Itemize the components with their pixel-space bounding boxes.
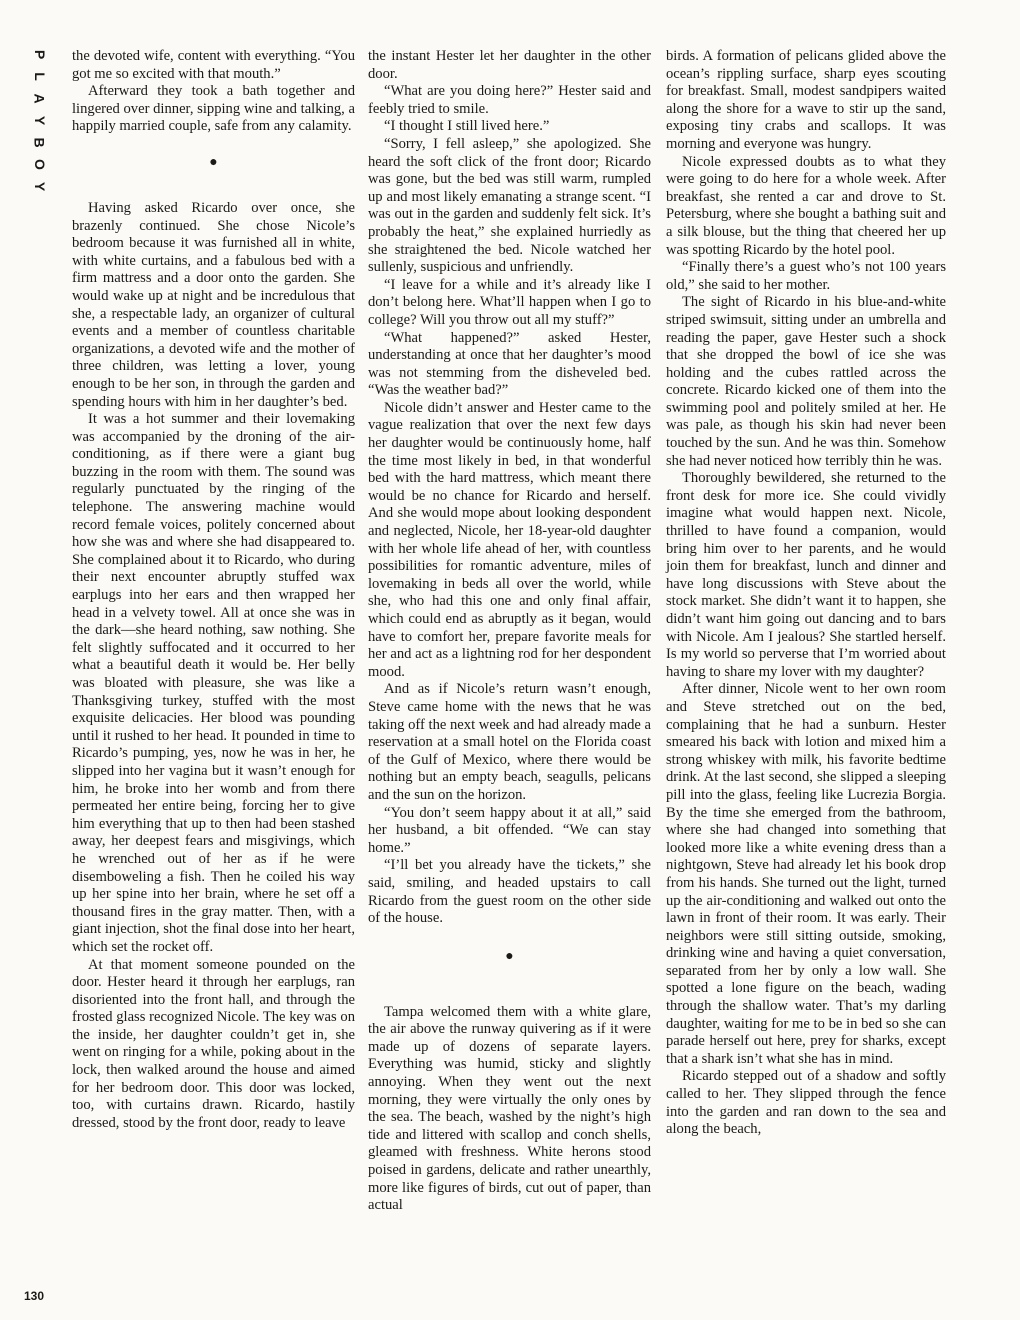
- magazine-letter: Y: [32, 181, 48, 193]
- text-column-1: [72, 48, 355, 1132]
- paragraph: After dinner, Nicole went to her own room and Steve stretched out on the bed, complaining that he had a sunburn. Hester smeared his back with lotion and mixed him a strong whiskey with milk, his favorite bedtime drink. At the last second, she slipped a sleeping pill into the glass, feeling like Lucrezia Borgia. By the time she emerged from the bathroom, where she had changed into something that looked more like a white evening dress than a nightgown, Steve had already let his book drop from his hands. She turned out the light, turned up the air-conditioning and walked out onto the lawn in front of their room. It was early. Their neighbors were still sitting outside, smoking, drinking wine and having a quiet conversation, separated from her by only a low wall. She spotted a lone figure on the beach, wading through the shallow water. That’s my darling daughter, waiting for me to be in bed so she can parade herself out here, prey for sharks, except that a shark isn’t what she has in mind.: [666, 681, 946, 1067]
- page-number: 130: [24, 1289, 45, 1303]
- magazine-letter: P: [32, 49, 48, 61]
- section-separator: ●: [505, 948, 514, 964]
- paragraph: birds. A formation of pelicans glided above the ocean’s rippling surface, sharp eyes scouting for breakfast. Small, modest sandpipers waited along the shore for a wave to stir up the sand, exposing tiny crabs and scallops. It was morning and everyone was hungry.: [666, 48, 946, 152]
- section-separator: ●: [209, 154, 218, 170]
- magazine-name-vertical: [30, 44, 50, 198]
- paragraph: the devoted wife, content with everything. “You got me so excited with that mouth.”: [72, 48, 355, 82]
- magazine-letter: B: [32, 137, 48, 149]
- paragraph: Thoroughly bewildered, she returned to the front desk for more ice. She could vividly imagine what would happen next. Nicole, thrilled to have found a companion, would bring him over to her parents, and he would join them for breakfast, lunch and dinner and have long discussions with Steve about the stock market. She didn’t want it to happen, she didn’t want him going out dancing and to bars with Nicole. Am I jealous? She startled herself. Is my world so perverse that I’m worried about having to share my lover with my daughter?: [666, 470, 946, 680]
- paragraph: “What happened?” asked Hester, understanding at once that her daughter’s mood was not stemming from the disheveled bed. “Was the weather bad?”: [368, 329, 651, 399]
- paragraph: And as if Nicole’s return wasn’t enough, Steve came home with the news that he was taking off the next week and had already made a reservation at a small hotel on the Florida coast of the Gulf of Mexico, where there would be nothing but an empty beach, seagulls, pelicans and the sun on the horizon.: [368, 681, 651, 803]
- magazine-letter: L: [32, 72, 48, 82]
- paragraph: “What are you doing here?” Hester said and feebly tried to smile.: [368, 83, 651, 117]
- paragraph: “Finally there’s a guest who’s not 100 years old,” she said to her mother.: [666, 259, 946, 293]
- paragraph: “You don’t seem happy about it at all,” said her husband, a bit offended. “We can stay home.”: [368, 804, 651, 856]
- paragraph: “I’ll bet you already have the tickets,” she said, smiling, and headed upstairs to call Ricardo from the guest room on the other side of the house.: [368, 857, 651, 927]
- paragraph: “Sorry, I fell asleep,” she apologized. She heard the soft click of the front door; Ricardo was gone, but the bed was still warm, rumpled up and most likely emanating a strange scent. “I was out in the garden and suddenly felt sick. It’s probably the heat,” she explained hurriedly as she straightened the bed. Nicole watched her sullenly, suspicious and unfriendly.: [368, 135, 651, 276]
- paragraph: Nicole didn’t answer and Hester came to the vague realization that over the next few days her daughter would be continuously home, half the time most likely in bed, in that wonderful bed with the hard mattress, which meant there would be no chance for Ricardo and herself. And she would mope about looking despondent and neglected, Nicole, her 18-year-old daughter with her whole life ahead of her, with countless possibilities for romantic adventure, miles of lovemaking in beds all over the world, while she, who had this one and only final affair, which could end as abruptly as it began, would have to comfort her, prepare favorite meals for her and act as a lightning rod for her despondent mood.: [368, 399, 651, 680]
- paragraph: “I thought I still lived here.”: [384, 118, 550, 135]
- paragraph: “I leave for a while and it’s already like I don’t belong here. What’ll happen when I go to college? Will you throw out all my stuff?”: [368, 276, 651, 328]
- paragraph: Nicole expressed doubts as to what they were going to do here for a whole week. After breakfast, she rented a car and drove to St. Petersburg, where she bought a bathing suit and a silk blouse, but the thing that cheered her up was spotting Ricardo by the hotel pool.: [666, 153, 946, 258]
- paragraph: It was a hot summer and their lovemaking was accompanied by the droning of the air-conditioning, as if there were a giant bug buzzing in the room with them. The sound was regularly punctuated by the ringing of the telephone. The answering machine would record female voices, politely concerned about how she was and where she had disappeared to. She complained about it to Ricardo, who during their next encounter abruptly stuffed wax earplugs into her ears and then wrapped her head in a velvety towel. All at once she was in the dark—she heard nothing, saw nothing. She felt slightly suffocated and it occurred to her what a beautiful death it would be. Her belly was bloated with pleasure, she was like a Thanksgiving turkey, stuffed with the most exquisite delicacies. Her blood was pounding until it rushed to her head. It pounded in time to Ricardo’s pumping, yes, now he was in her, he slipped into her vagina but it wasn’t enough for him, he broke into her womb and from there permeated her entire being, forcing her to give him everything that up to then had been stashed away, her deepest fears and misgivings, which he wrenched out of her as if he were disemboweling a fish. Then he coiled his way up her spine into her brain, where he set off a thousand fires in the gray matter. Then, with a giant injection, shot the final dose into her heart, which set the rocket off.: [72, 411, 355, 955]
- magazine-letter: Y: [32, 115, 48, 127]
- paragraph: At that moment someone pounded on the door. Hester heard it through her earplugs, ran disoriented into the front hall, and through the frosted glass recognized Nicole. The key was on the inside, her daughter couldn’t get in, she went on ringing for a while, poking about in the lock, then walked around the house and aimed for her bedroom door. This door was locked, too, with curtains drawn. Ricardo, hastily dressed, stood by the front door, ready to leave: [72, 956, 355, 1131]
- text-column-3: [666, 48, 946, 1139]
- paragraph: Tampa welcomed them with a white glare, the air above the runway quivering as if it were made up of dozens of separate layers. Everything was humid, sticky and slightly annoying. When they went out the next morning, they were virtually the only ones by the sea. The beach, washed by the night’s high tide and littered with scallop and conch shells, gleamed with freshness. White herons stood poised in gardens, delicate and rather unearthly, more like figures of birds, cut out of paper, than actual: [368, 1003, 651, 1214]
- text-column-2: [368, 48, 651, 1215]
- paragraph: the instant Hester let her daughter in the other door.: [368, 48, 651, 82]
- paragraph: Afterward they took a bath together and lingered over dinner, sipping wine and talking, a happily married couple, safe from any calamity.: [72, 83, 355, 135]
- paragraph: Having asked Ricardo over once, she brazenly continued. She chose Nicole’s bedroom because it was furnished all in white, with white curtains, and a fabulous bed with a firm mattress and a door onto the garden. She would wake up at night and be incredulous that she, a respectable lady, an organizer of cultural events and a member of countless charitable organizations, a devoted wife and the mother of three children, was letting a lover, young enough to be her son, in through the garden and spending hours with him in her daughter’s bed.: [72, 199, 355, 410]
- magazine-letter: O: [31, 159, 48, 171]
- paragraph: The sight of Ricardo in his blue-and-white striped swimsuit, sitting under an umbrella and reading the paper, gave Hester such a shock that she dropped the bowl of ice she was holding and the cubes rattled across the concrete. Ricardo kicked one of them into the swimming pool and politely smiled at her. He was pale, as though his skin had never been touched by the sun. And he was thin. Somehow she had never noticed how terribly thin he was.: [666, 294, 946, 469]
- magazine-letter: A: [32, 93, 48, 105]
- paragraph: Ricardo stepped out of a shadow and softly called to her. They slipped through the fence into the garden and ran down to the sea and along the beach,: [666, 1068, 946, 1138]
